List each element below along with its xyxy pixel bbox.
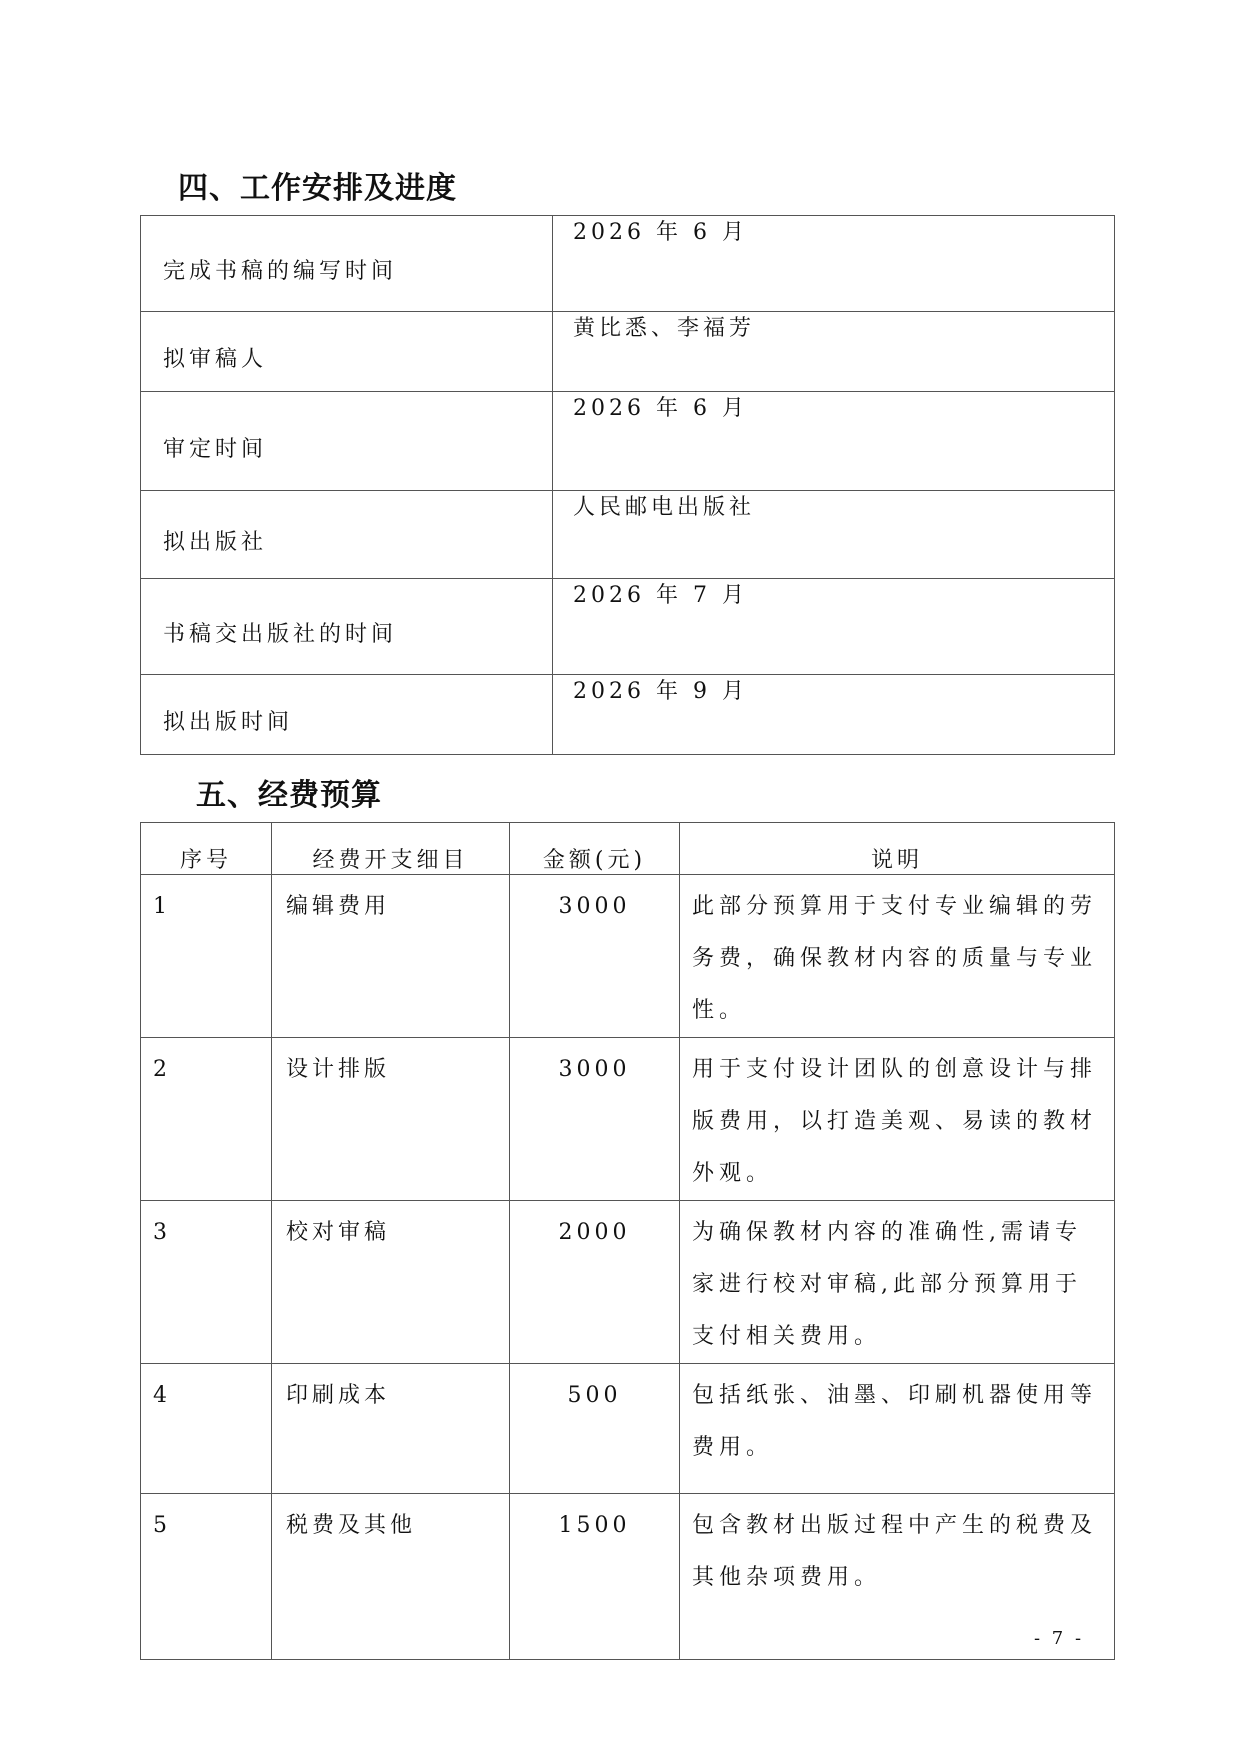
table-row [141,491,1115,579]
table-row [141,312,1115,392]
row-amount: 2000 [510,1201,680,1364]
row-item: 编辑费用 [272,875,510,1038]
row-label: 拟出版时间 [141,675,553,755]
row-item: 设计排版 [272,1038,510,1201]
row-amount: 1500 [510,1494,680,1660]
section-5-heading: 五、经费预算 [196,778,382,813]
row-item: 税费及其他 [272,1494,510,1660]
row-value: 人民邮电出版社 [553,491,1115,579]
row-value: 2026 年 7 月 [553,579,1115,675]
row-label: 完成书稿的编写时间 [141,216,553,312]
section-4-heading: 四、工作安排及进度 [178,171,457,206]
column-header: 序号 [141,823,272,875]
row-description: 为确保教材内容的准确性,需请专家进行校对审稿,此部分预算用于支付相关费用。 [680,1201,1115,1364]
row-label: 拟审稿人 [141,312,553,392]
table-header-row [141,823,1115,875]
row-value: 2026 年 6 月 [553,392,1115,491]
row-value: 2026 年 6 月 [553,216,1115,312]
row-number: 3 [141,1201,272,1364]
column-header: 说明 [680,823,1115,875]
column-header: 金额(元) [510,823,680,875]
table-row [141,675,1115,755]
row-item: 校对审稿 [272,1201,510,1364]
page-number: - 7 - [1034,1628,1085,1649]
table-row [141,216,1115,312]
row-description: 此部分预算用于支付专业编辑的劳务费，确保教材内容的质量与专业性。 [680,875,1115,1038]
row-value: 2026 年 9 月 [553,675,1115,755]
row-number: 1 [141,875,272,1038]
row-number: 5 [141,1494,272,1660]
row-amount: 3000 [510,1038,680,1201]
row-amount: 500 [510,1364,680,1494]
row-description: 用于支付设计团队的创意设计与排版费用，以打造美观、易读的教材外观。 [680,1038,1115,1201]
table-row [141,1364,1115,1494]
row-label: 书稿交出版社的时间 [141,579,553,675]
row-number: 2 [141,1038,272,1201]
table-row [141,1038,1115,1201]
table-row [141,1201,1115,1364]
budget-table [140,822,1115,1660]
column-header: 经费开支细目 [272,823,510,875]
row-item: 印刷成本 [272,1364,510,1494]
table-row [141,579,1115,675]
row-value: 黄比悉、李福芳 [553,312,1115,392]
table-row [141,1494,1115,1660]
table-row [141,875,1115,1038]
table-row [141,392,1115,491]
row-label: 拟出版社 [141,491,553,579]
row-amount: 3000 [510,875,680,1038]
row-description: 包含教材出版过程中产生的税费及其他杂项费用。 [680,1494,1115,1660]
row-label: 审定时间 [141,392,553,491]
row-number: 4 [141,1364,272,1494]
schedule-table [140,215,1115,755]
row-description: 包括纸张、油墨、印刷机器使用等费用。 [680,1364,1115,1494]
